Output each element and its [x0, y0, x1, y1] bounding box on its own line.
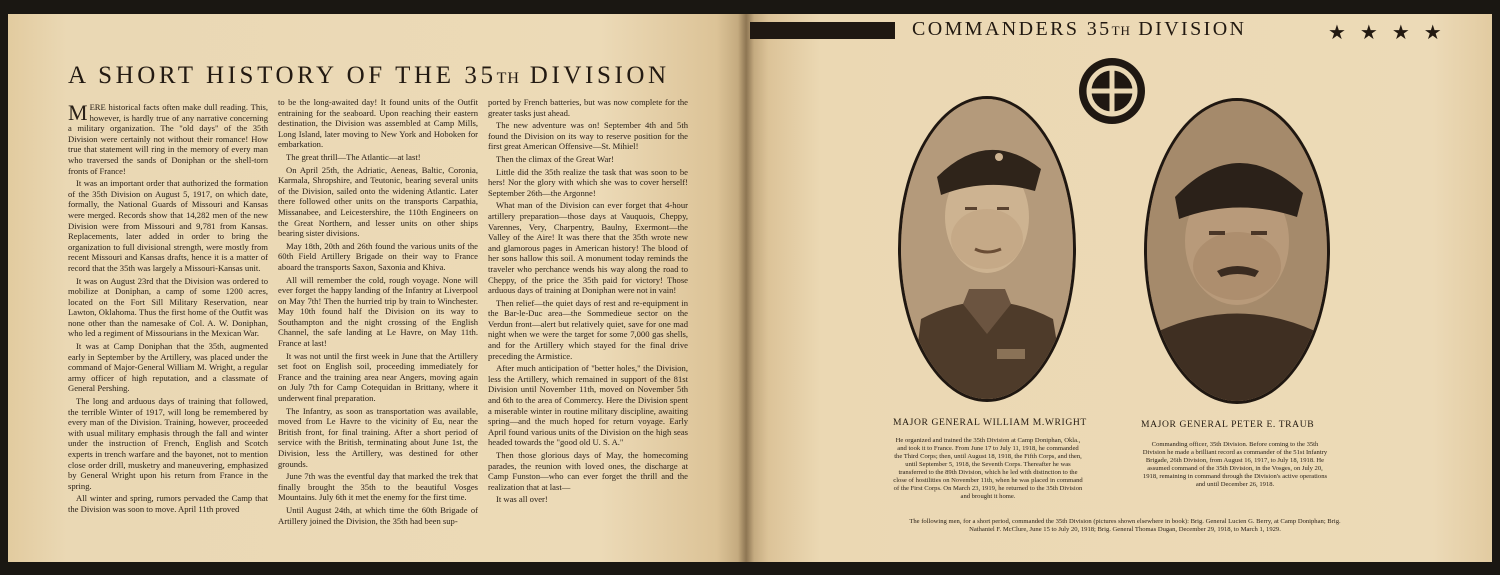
paragraph: It was at Camp Doniphan that the 35th, augmented early in September by the Artillery, was placed under the command of Major-General William M. Wright, a regular army officer of high reputation, and a classmate of General Pershing. [68, 341, 268, 394]
caption-traub: MAJOR GENERAL PETER E. TRAUB [1141, 419, 1315, 430]
paragraph: What man of the Division can ever forget that 4-hour artillery preparation—those days at Vauquois, Cheppy, Varennes, Very, Charpentry, Baulny, Exermont—the Valley of the Aire! It was there that the 35th wrote new and glamorous pages in American history! The blood of her sons hallow this soil. A monument today reminds the traveler who perchance wends his way along the road to Cheppy, of the price the 35th paid for victory! Those arduous days of training at Doniphan were not in vain! [488, 200, 688, 296]
header-black-bar [750, 22, 895, 39]
paragraph: The new adventure was on! September 4th and 5th found the Division on its way to reserve position for the first great American Offensive—St. Mihiel! [488, 120, 688, 152]
portrait-wright [898, 96, 1076, 402]
paragraph: The long and arduous days of training that followed, the terrible Winter of 1917, will long be remembered by every man of the Division. Training, however, proceeded with usual military emphasis through the fall and winter under the instruction of French, English and Scotch experts in trench warfare and the bayonet, not to mention close order drill, musketry and maneuvering, emphasized by General Wright upon his return from France in the spring. [68, 396, 268, 491]
paragraph: Then the climax of the Great War! [496, 153, 614, 164]
stars-row: ★★★★ [1328, 22, 1456, 44]
portrait-traub-figure [1147, 101, 1327, 401]
paragraph: The Infantry, as soon as transportation was available, moved from Le Havre to the vicinity of Eu, near the British front, for final training. After a short period of service with the British, terminating about June 1st, the Division, less the Artillery, was destined for other grounds. [278, 405, 478, 469]
paragraph: On April 25th, the Adriatic, Aeneas, Baltic, Coronia, Karmala, Shropshire, and Teutonic, bearing several units of the Division, sailed onto the widening Atlantic. Later there followed other units on the transports Carpathia, Missanabee, and Leicestershire, the 110th Engineers on the Great Northern, and lesser units on other ships bearing sister divisions. [278, 164, 478, 239]
paragraph: It was on August 23rd that the Division was ordered to mobilize at Doniphan, a camp of some 1200 acres, located on the Fort Sill Military Reservation, near Lawton, Oklahoma. Thus the first home of the Outfit was none other than the namesake of Col. A. W. Doniphan, who led a regiment of Missourians in the Mexican War. [68, 275, 268, 339]
book-spine [738, 14, 754, 562]
paragraph: All will remember the cold, rough voyage. None will ever forget the happy landing of the Infantry at Liverpool on May 7th! Then the hurried trip by train to Winchester. May 10th found half the Division on its way to Southampton and the night crossing of the English Channel, the safe landing at Le Havre, on May 11th. France at last! [278, 274, 478, 349]
paragraph: After much anticipation of "better holes," the Division, less the Artillery, which remained in support of the 81st Division until November 11th, moved on November 5th and 6th to the area of Commercy. Here the Division spent a miserable winter in routine military discipline, awaiting spring—and the much hoped for return voyage. Early April found various units of the Division on the high seas headed towards the "good old U. S. A." [488, 363, 688, 448]
paragraph: May 18th, 20th and 26th found the various units of the 60th Field Artillery Brigade on their way to France aboard the transports Saxon, Saxonia and Khiva. [278, 240, 478, 272]
portrait-traub [1144, 98, 1330, 404]
paragraph: Then relief—the quiet days of rest and re-equipment in the Bar-le-Duc area—the Sommedieue sector on the Verdun front—alert but relatively quiet, save for one mad night when we were the target for some 7,000 gas shells, and for the Artillery which stayed for the final drive preceding the Armistice. [488, 297, 688, 361]
bio-traub: Commanding officer, 35th Division. Before coming to the 35th Division he made a brilliant record as commander of the 51st Infantry Brigade, 26th Division, from August 16, 1917, to July 18, 1918. He assumed command of the 35th Division, in the Vosges, on July 20, 1918, remaining in command through the Division's active operations and until December 26, 1918. [1142, 441, 1328, 488]
paragraph: June 7th was the eventful day that marked the trek that finally brought the 35th to the beautiful Vosges Mountains. July 6th it met the enemy for the first time. [278, 471, 478, 503]
paragraph: Until August 24th, at which time the 60th Brigade of Artillery joined the Division, the 35th had been sup- [278, 504, 478, 526]
drop-cap: M [68, 100, 88, 125]
paragraph: Then those glorious days of May, the homecoming parades, the reunion with loved ones, the discharge at Camp Funston—who can ever forget the thrill and the realization that at last— [488, 450, 688, 492]
paragraph: All winter and spring, rumors pervaded the Camp that the Division was soon to move. April 11th proved [68, 493, 268, 514]
paragraph: ported by French batteries, but was now complete for the greater tasks just ahead. [488, 97, 688, 118]
paragraph: It was an important order that authorized the formation of the 35th Division on August 5, 1917, on which date, formally, the National Guards of Missouri and Kansas were merged. Records show that 14,282 men of the new Division were from Missouri and 9,781 from Kansas. Replacements, later added in order to bring the organization to full divisional strength, were mostly from recent Missouri and Kansas drafts, hence it is a matter of record that the 35th was largely a Missouri-Kansas unit. [68, 178, 268, 273]
commanders-title: COMMANDERS 35TH DIVISION [912, 18, 1247, 40]
paragraph: to be the long-awaited day! It found units of the Outfit entraining for the seaboard. Upon reaching their eastern destination, the Division was assembled at Camp Mills, Long Island, later moving to New York and Hoboken for embarkation. [278, 97, 478, 150]
paragraph: It was not until the first week in June that the Artillery set foot on English soil, proceeding immediately for France and the training area near Angers, moving again on July 7th for Camp Cotequidan in Brittany, where it underwent final preparation. [278, 350, 478, 404]
paragraph: Little did the 35th realize the task that was soon to be hers! Nor the glory with which she was to cover herself! September 26th—the Argonne! [488, 166, 688, 198]
caption-wright: MAJOR GENERAL WILLIAM M.WRIGHT [893, 417, 1087, 428]
bio-wright: He organized and trained the 35th Division at Camp Doniphan, Okla., and took it to France. From June 17 to July 11, 1918, he commanded the Third Corps; then, until August 18, 1918, the Fifth Corps, and then, until September 5, 1918, the Seventh Corps. Thereafter he was transferred to the 89th Division, which he led with distinction to the close of hostilities on November 11th, when he was placed in command of the First Corps. On March 23, 1919, he returned to the 35th Division and brought it home. [893, 437, 1083, 500]
history-title: A SHORT HISTORY OF THE 35TH DIVISION [68, 62, 670, 89]
35th-division-insignia-icon [1077, 56, 1147, 126]
paragraph: The great thrill—The Atlantic—at last! [286, 151, 421, 162]
paragraph: MERE historical facts often make dull reading. This, however, is hardly true of any narrative concerning a military organization. The "old days" of the 35th Division were certainly not without their romance! How true that statement will ring in the memory of every man who traversed the sands of Doniphan or the shell-torn fronts of France! [68, 100, 268, 176]
history-column-1 [68, 102, 268, 517]
history-column-3 [488, 97, 688, 507]
paragraph: It was all over! [496, 494, 548, 505]
history-column-2 [278, 97, 478, 528]
portrait-wright-figure [901, 99, 1073, 399]
footnote: The following men, for a short period, commanded the 35th Division (pictures shown elsewhere in book): Brig. General Lucien G. Berry, at Camp Doniphan; Brig. Nathaniel F. McClure, June 15 to July 20, 1918; Brig. General Thomas Dugan, December 29, 1918, to March 1, 1929. [909, 518, 1341, 533]
